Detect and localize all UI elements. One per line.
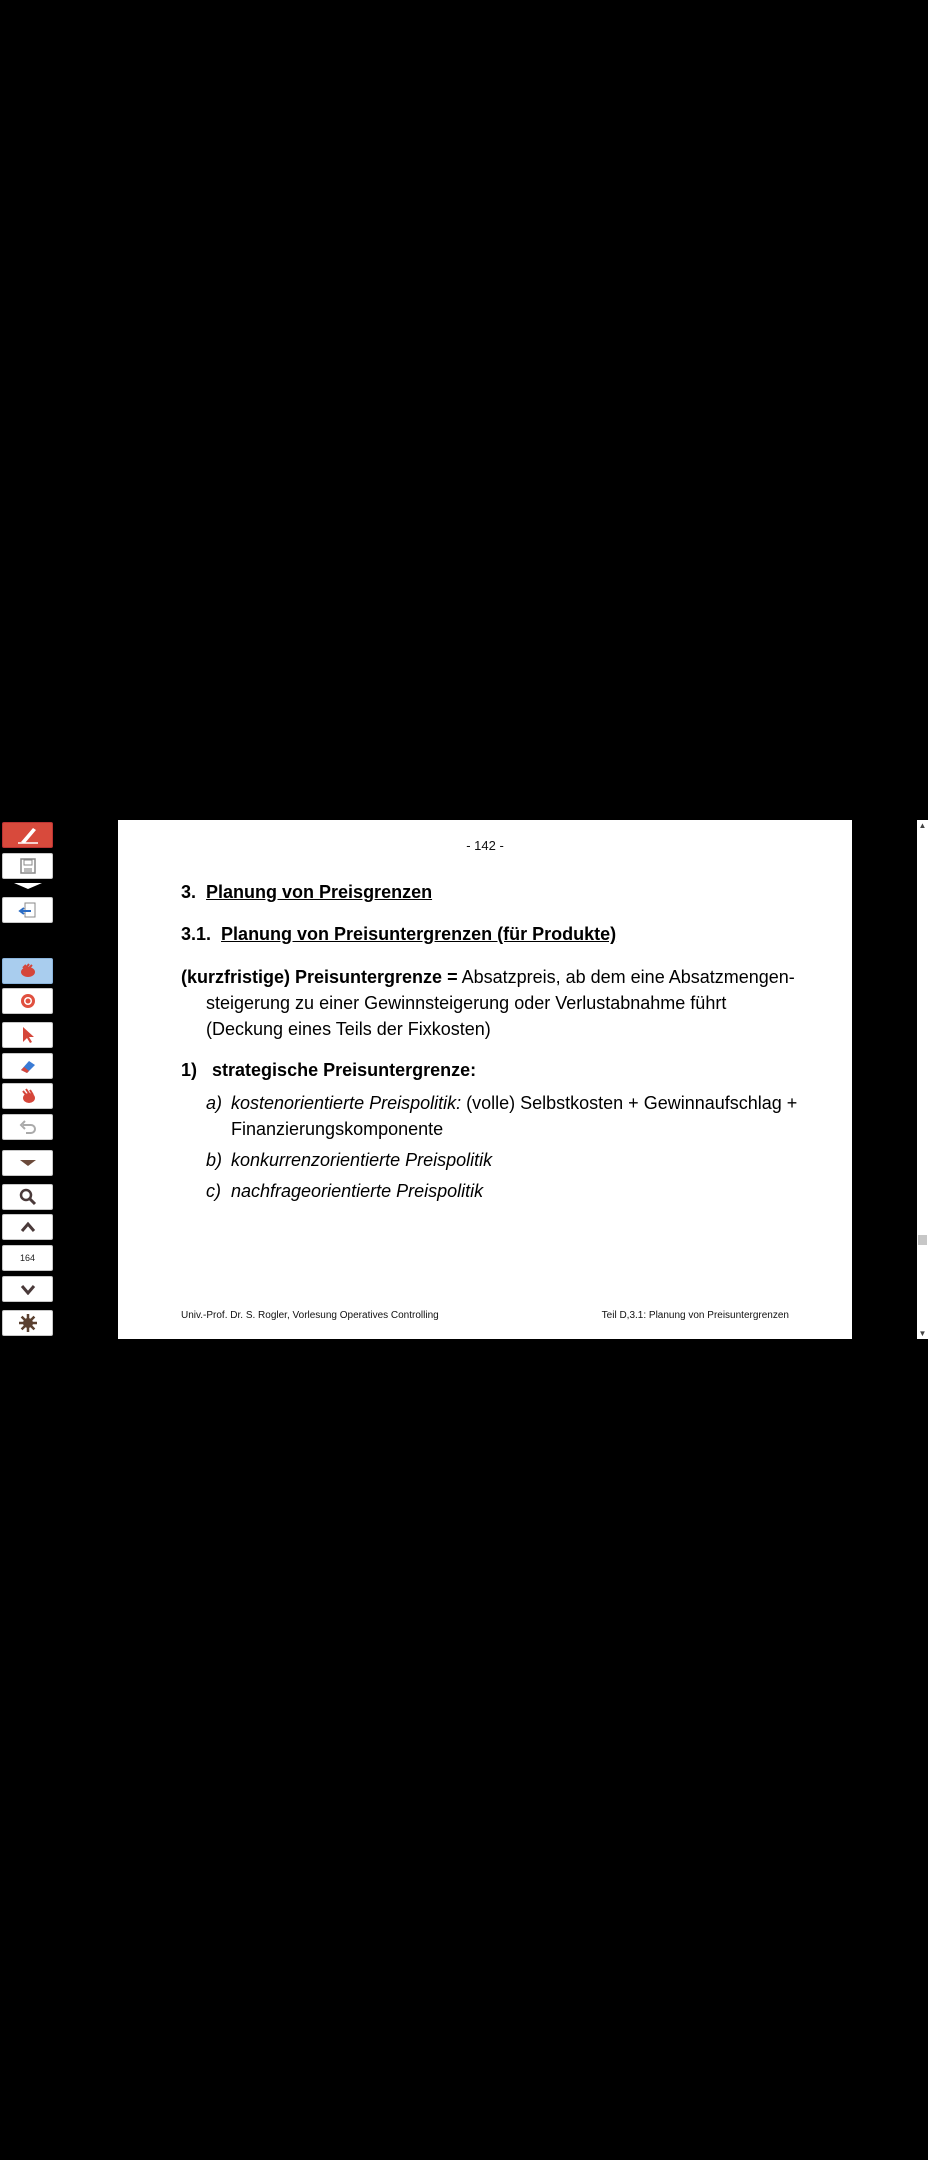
annotation-toolbar — [0, 0, 56, 2160]
section-1-heading — [181, 1060, 476, 1081]
definition-line-2: steigerung zu einer Gewinnsteigerung oder Verlustabnahme führt — [206, 993, 727, 1013]
exit-button[interactable] — [2, 897, 53, 923]
eraser-icon — [17, 1058, 39, 1074]
magnifier-icon — [19, 1188, 37, 1206]
floppy-disk-icon — [19, 857, 37, 875]
chevron-up-icon — [19, 1221, 37, 1233]
list-item-a — [206, 1090, 806, 1142]
heading-3 — [181, 882, 432, 903]
previous-slide-button[interactable] — [2, 1214, 53, 1240]
definition-paragraph — [181, 964, 801, 1042]
undo-icon — [18, 1119, 38, 1135]
list-item-label: b) — [206, 1150, 223, 1170]
page-number-field[interactable] — [2, 1245, 53, 1271]
heading-3-title: Planung von Preisgrenzen — [206, 882, 433, 902]
highlighter-hand-icon — [17, 1087, 39, 1105]
heading-3-1-number: 3.1. — [181, 924, 212, 944]
laser-pointer-button[interactable] — [2, 988, 53, 1014]
menu-dropdown-button[interactable] — [2, 1150, 53, 1176]
list-item-italic: konkurrenzorientierte Preispolitik — [231, 1150, 493, 1170]
heading-3-1-title: Planung von Preisuntergrenzen (für Produkte) — [221, 924, 617, 944]
list-item-continuation: Finanzierungskomponente — [231, 1119, 444, 1139]
highlighter-button[interactable] — [2, 1083, 53, 1109]
menu-separator-notch — [14, 883, 42, 889]
list-item-c — [206, 1178, 806, 1204]
list-item-label: a) — [206, 1093, 223, 1113]
scrollbar-thumb[interactable] — [918, 1235, 927, 1245]
list-item-italic: kostenorientierte Preispolitik: — [231, 1093, 462, 1113]
chevron-down-icon — [19, 1283, 37, 1295]
triangle-down-icon — [18, 1158, 38, 1168]
next-slide-button[interactable] — [2, 1276, 53, 1302]
eraser-button[interactable] — [2, 1053, 53, 1079]
target-icon — [19, 992, 37, 1010]
hand-icon — [17, 962, 39, 980]
section-1-title: strategische Preisuntergrenze: — [212, 1060, 477, 1080]
cursor-arrow-icon — [20, 1026, 36, 1044]
definition-line-1: Absatzpreis, ab dem eine Absatzmengen- — [457, 967, 795, 987]
gear-icon — [18, 1313, 38, 1333]
list-item-label: c) — [206, 1181, 221, 1201]
footer-author: Univ.-Prof. Dr. S. Rogler, Vorlesung Operatives Controlling — [181, 1310, 439, 1321]
pointer-tool-button[interactable] — [2, 1022, 53, 1048]
footer-chapter: Teil D,3.1: Planung von Preisuntergrenzen — [601, 1310, 789, 1321]
list-item-text: (volle) Selbstkosten + Gewinnaufschlag + — [461, 1093, 798, 1113]
zoom-button[interactable] — [2, 1184, 53, 1210]
definition-term: (kurzfristige) Preisuntergrenze = — [181, 967, 458, 987]
heading-3-number: 3. — [181, 882, 197, 902]
slide-number: - 142 - — [466, 838, 504, 853]
section-1-number: 1) — [181, 1060, 198, 1080]
save-button[interactable] — [2, 853, 53, 879]
scroll-down-arrow-icon[interactable]: ▼ — [918, 1329, 927, 1338]
scroll-up-arrow-icon[interactable]: ▲ — [918, 821, 927, 830]
hand-tool-button[interactable] — [2, 958, 53, 984]
undo-button[interactable] — [2, 1114, 53, 1140]
list-item-italic: nachfrageorientierte Preispolitik — [231, 1181, 484, 1201]
exit-document-icon — [17, 901, 39, 919]
definition-line-3: (Deckung eines Teils der Fixkosten) — [206, 1019, 491, 1039]
slide-page — [118, 820, 852, 1339]
page-number: 164 — [19, 1253, 36, 1263]
vertical-scrollbar[interactable] — [917, 820, 928, 1339]
settings-button[interactable] — [2, 1310, 53, 1336]
pen-tool-button[interactable] — [2, 822, 53, 848]
heading-3-1 — [181, 924, 616, 945]
list-item-b — [206, 1147, 806, 1173]
pen-icon — [15, 825, 41, 845]
